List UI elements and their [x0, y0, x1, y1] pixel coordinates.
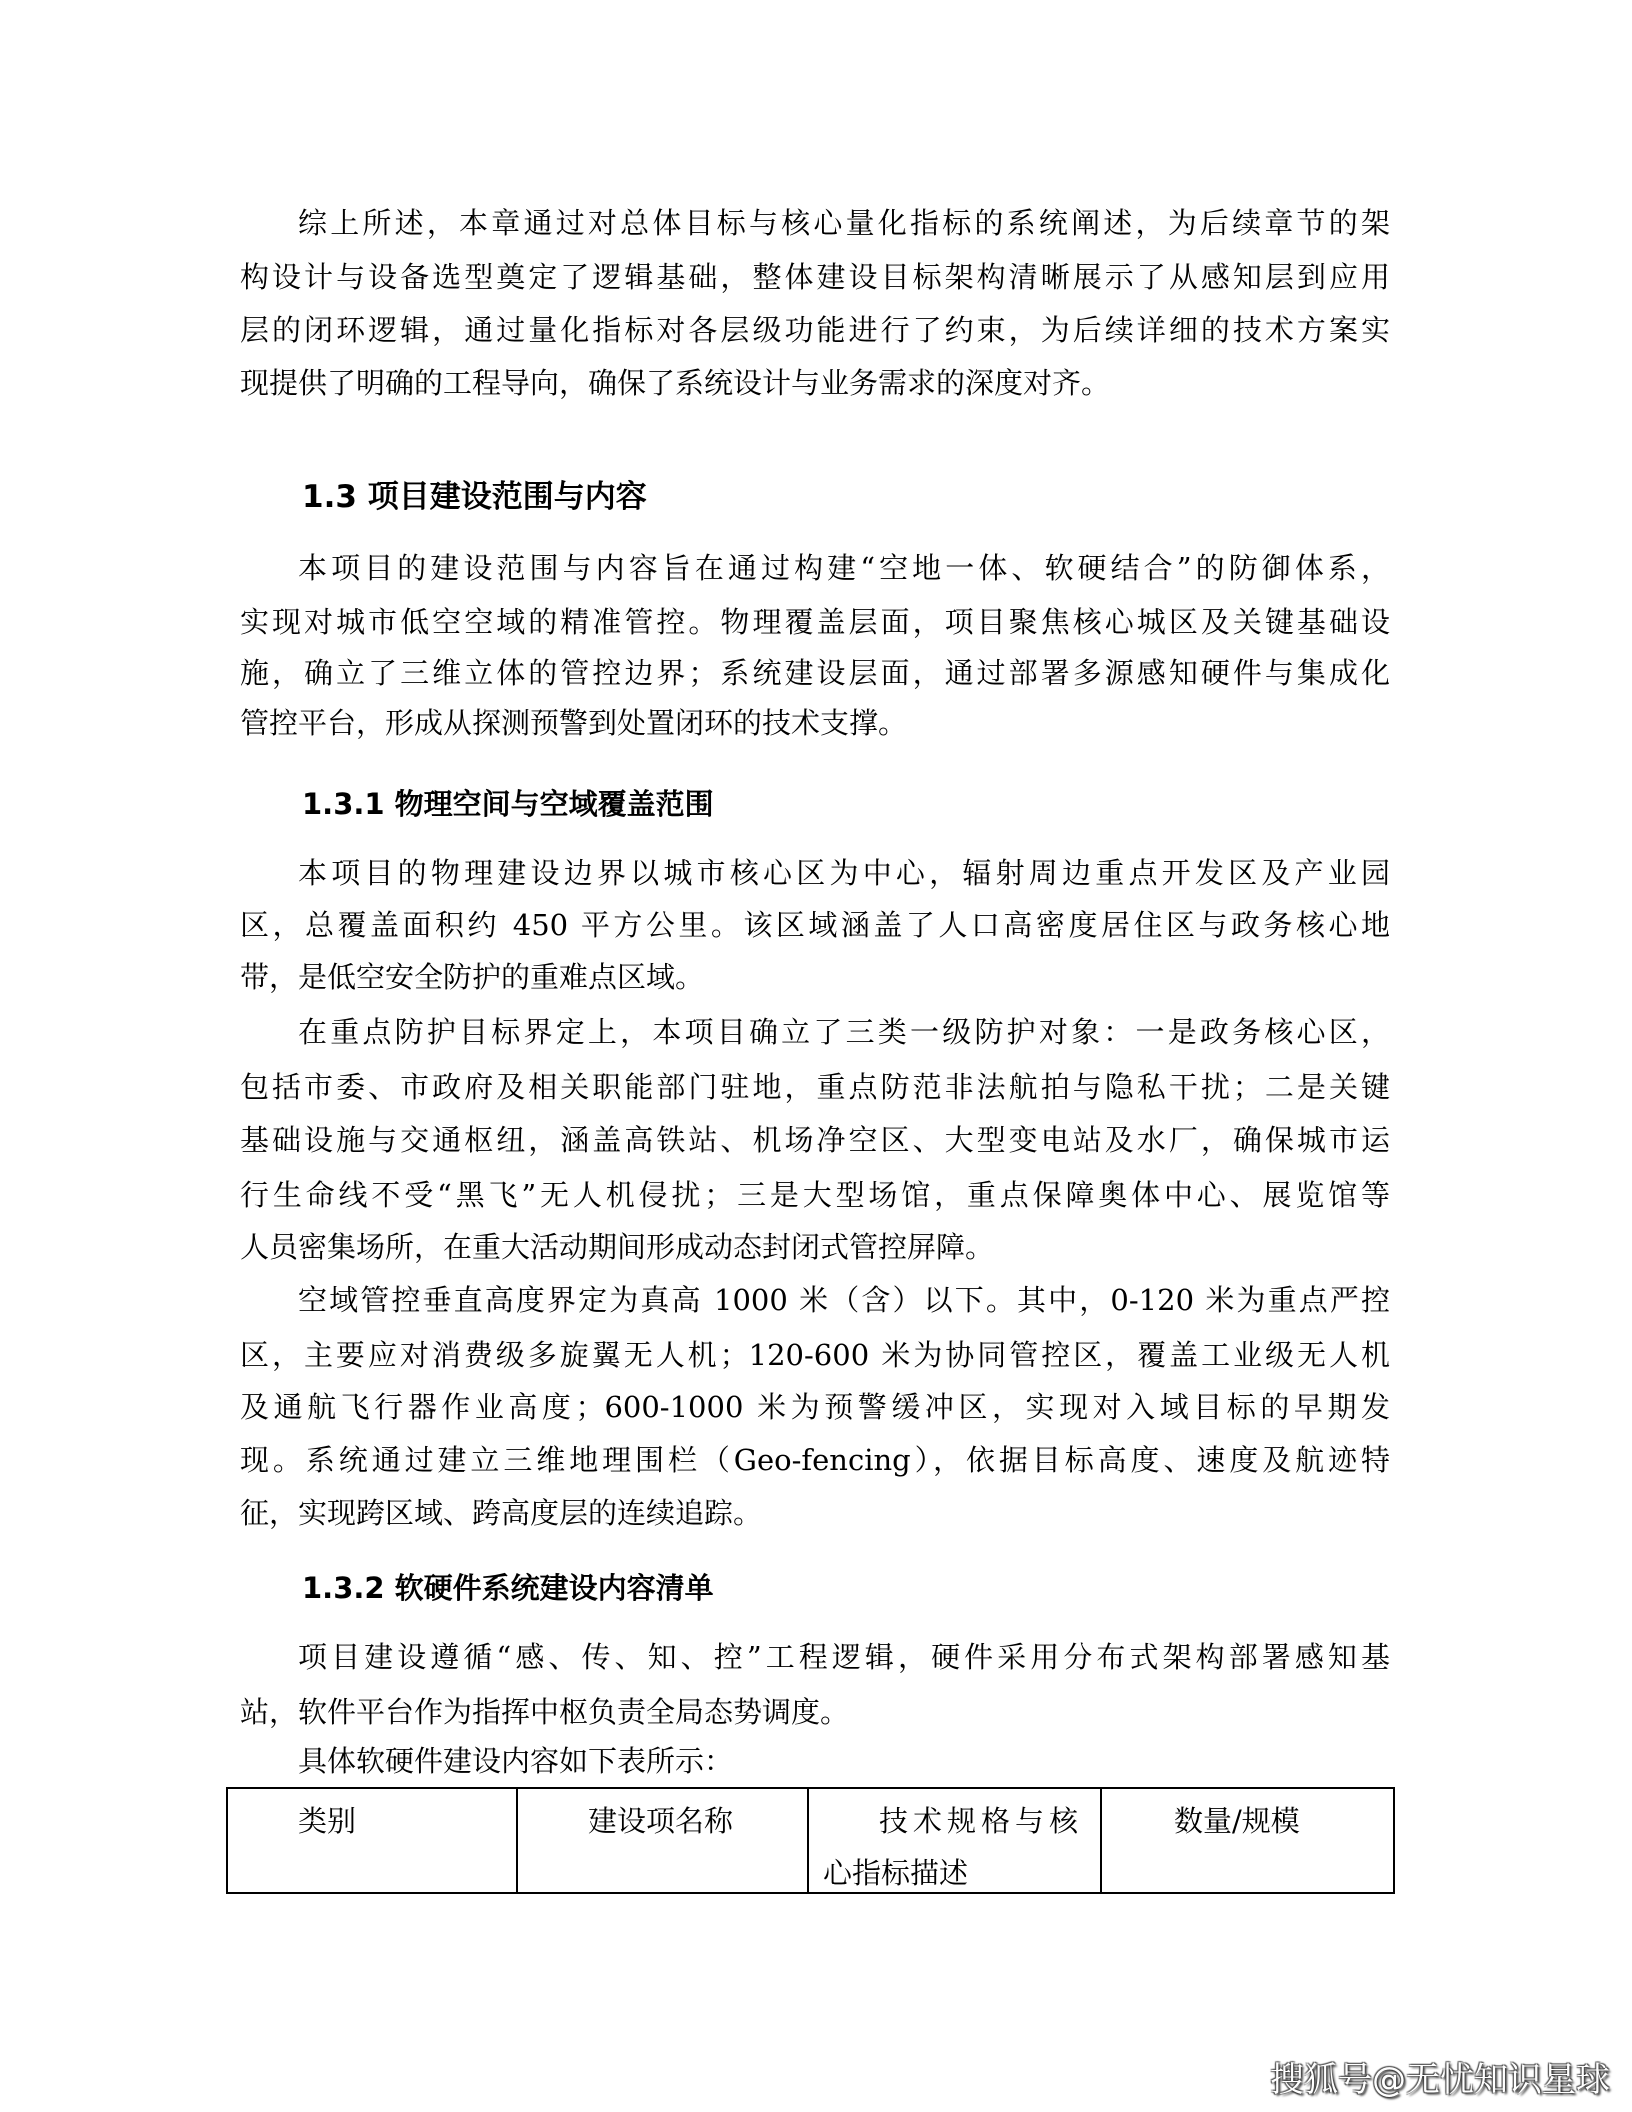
text-line: 基础设施与交通枢纽，涵盖高铁站、机场净空区、大型变电站及水厂，确保城市运 [240, 1123, 1390, 1157]
header-text: 数量/规模 [1174, 1804, 1300, 1838]
text-line: 空域管控垂直高度界定为真高 1000 米（含）以下。其中，0-120 米为重点严控 [298, 1283, 1390, 1317]
text-line: 征，实现跨区域、跨高度层的连续追踪。 [240, 1496, 763, 1530]
text-line: 具体软硬件建设内容如下表所示： [298, 1744, 734, 1778]
text-line: 项目建设遵循“感、传、知、控”工程逻辑，硬件采用分布式架构部署感知基 [298, 1640, 1390, 1674]
table-header-cell-quantity [1101, 1788, 1394, 1893]
text-line: 人员密集场所，在重大活动期间形成动态封闭式管控屏障。 [240, 1230, 995, 1264]
table-header-cell-spec [808, 1788, 1101, 1893]
text-line: 带，是低空安全防护的重难点区域。 [240, 960, 705, 994]
text-line: 现提供了明确的工程导向，确保了系统设计与业务需求的深度对齐。 [240, 366, 1111, 400]
text-line: 本项目的建设范围与内容旨在通过构建“空地一体、软硬结合”的防御体系， [298, 551, 1390, 585]
watermark: 搜狐号@无忧知识星球 [1270, 2060, 1610, 2100]
text-line: 行生命线不受“黑飞”无人机侵扰；三是大型场馆，重点保障奥体中心、展览馆等 [240, 1178, 1390, 1212]
text-line: 在重点防护目标界定上，本项目确立了三类一级防护对象：一是政务核心区， [298, 1015, 1390, 1049]
text-line: 区，主要应对消费级多旋翼无人机；120-600 米为协同管控区，覆盖工业级无人机 [240, 1338, 1390, 1372]
text-line: 现。系统通过建立三维地理围栏（Geo-fencing），依据目标高度、速度及航迹特 [240, 1443, 1390, 1477]
text-line: 区，总覆盖面积约 450 平方公里。该区域涵盖了人口高密度居住区与政务核心地 [240, 908, 1390, 942]
table-header-cell-category [227, 1788, 517, 1893]
text-line: 层的闭环逻辑，通过量化指标对各层级功能进行了约束，为后续详细的技术方案实 [240, 313, 1390, 347]
text-line: 本项目的物理建设边界以城市核心区为中心，辐射周边重点开发区及产业园 [298, 856, 1390, 890]
header-text: 类别 [298, 1804, 357, 1838]
text-line: 构设计与设备选型奠定了逻辑基础，整体建设目标架构清晰展示了从感知层到应用 [240, 260, 1390, 294]
header-text: 技术规格与核 [879, 1804, 1084, 1838]
text-line: 施，确立了三维立体的管控边界；系统建设层面，通过部署多源感知硬件与集成化 [240, 656, 1390, 690]
text-line: 综上所述，本章通过对总体目标与核心量化指标的系统阐述，为后续章节的架 [298, 206, 1390, 240]
text-line: 管控平台，形成从探测预警到处置闭环的技术支撑。 [240, 706, 908, 740]
section-heading-1-3-1: 1.3.1 物理空间与空域覆盖范围 [302, 787, 714, 821]
section-heading-1-3-2: 1.3.2 软硬件系统建设内容清单 [302, 1571, 714, 1605]
section-heading-1-3: 1.3 项目建设范围与内容 [302, 479, 647, 515]
header-text: 建设项名称 [588, 1804, 734, 1838]
text-line: 及通航飞行器作业高度；600-1000 米为预警缓冲区，实现对入域目标的早期发 [240, 1390, 1390, 1424]
table-header-cell-item-name [517, 1788, 808, 1893]
construction-content-table [226, 1787, 1395, 1894]
text-line: 实现对城市低空空域的精准管控。物理覆盖层面，项目聚焦核心城区及关键基础设 [240, 605, 1390, 639]
table-header-row [227, 1788, 1394, 1893]
text-line: 包括市委、市政府及相关职能部门驻地，重点防范非法航拍与隐私干扰；二是关键 [240, 1070, 1390, 1104]
header-text: 心指标描述 [823, 1856, 969, 1890]
text-line: 站，软件平台作为指挥中枢负责全局态势调度。 [240, 1695, 850, 1729]
